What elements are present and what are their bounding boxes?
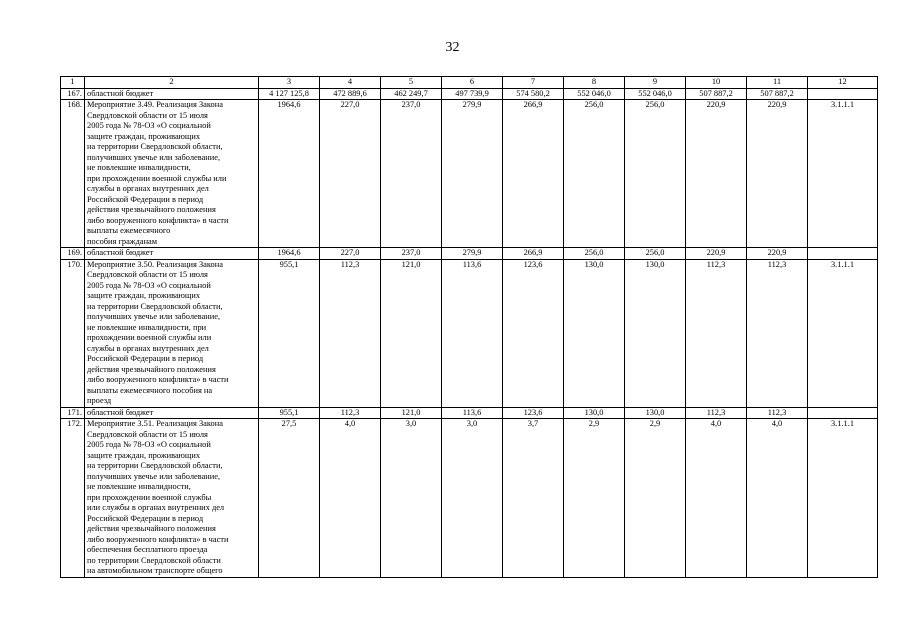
value-cell: 130,0: [625, 259, 686, 407]
header-cell: 1: [61, 77, 85, 89]
value-cell: 112,3: [747, 407, 808, 419]
value-cell: 3,0: [442, 419, 503, 578]
value-cell: 121,0: [381, 259, 442, 407]
value-cell: 256,0: [564, 248, 625, 260]
description-line: обеспечения бесплатного проезда: [87, 545, 208, 554]
value-cell: 3,0: [381, 419, 442, 578]
value-cell: 552 046,0: [564, 88, 625, 100]
data-table: [60, 76, 878, 578]
value-cell: 2,9: [625, 419, 686, 578]
description-line: Мероприятие 3.50. Реализация Закона: [87, 259, 223, 269]
description-line: проезд: [87, 396, 112, 405]
value-cell: 123,6: [503, 407, 564, 419]
row-number: 171.: [61, 407, 85, 419]
description-line: пособия гражданам: [87, 236, 158, 246]
value-cell: 112,3: [686, 259, 747, 407]
table-row: [61, 419, 878, 578]
value-cell: 227,0: [320, 248, 381, 260]
description-line: защите граждан, проживающих: [87, 131, 201, 141]
description-line: выплаты ежемесячного: [87, 226, 171, 235]
row-number: 167.: [61, 88, 85, 100]
value-cell: 112,3: [320, 407, 381, 419]
description-line: Российской Федерации в период: [87, 513, 204, 523]
value-cell: 4,0: [747, 419, 808, 578]
value-cell: 121,0: [381, 407, 442, 419]
row-description: [85, 259, 259, 407]
description-line: Мероприятие 3.51. Реализация Закона: [87, 419, 223, 428]
description-line: выплаты ежемесячного пособия на: [87, 385, 213, 395]
header-cell: 9: [625, 77, 686, 89]
value-cell: 574 580,2: [503, 88, 564, 100]
description-line: при прохождении военной службы: [87, 492, 212, 502]
description-line: на автомобильном транспорте общего: [87, 566, 223, 575]
header-cell: 8: [564, 77, 625, 89]
description-line: Российской Федерации в период: [87, 194, 204, 204]
header-cell: 11: [747, 77, 808, 89]
description-line: при прохождении военной службы или: [87, 173, 227, 183]
value-cell: 130,0: [564, 407, 625, 419]
value-cell: 266,9: [503, 100, 564, 248]
value-cell: 472 889,6: [320, 88, 381, 100]
row-description: [85, 419, 259, 578]
row-description: [85, 248, 259, 260]
description-line: Свердловской области от 15 июля: [87, 270, 208, 279]
description-line: либо вооруженного конфликта» в части: [87, 375, 229, 384]
description-line: на территории Свердловской области,: [87, 142, 223, 151]
table-row: [61, 100, 878, 248]
header-cell: 6: [442, 77, 503, 89]
description-line: областной бюджет: [87, 88, 154, 98]
value-cell: 220,9: [747, 100, 808, 248]
value-cell: 130,0: [625, 407, 686, 419]
header-cell: 7: [503, 77, 564, 89]
table-row: [61, 407, 878, 419]
value-cell: 4 127 125,8: [259, 88, 320, 100]
value-cell: 279,9: [442, 248, 503, 260]
value-cell: 130,0: [564, 259, 625, 407]
row-description: [85, 100, 259, 248]
description-line: либо вооруженного конфликта» в части: [87, 215, 229, 225]
row-number: 170.: [61, 259, 85, 407]
target-code: 3.1.1.1: [808, 100, 878, 248]
value-cell: 552 046,0: [625, 88, 686, 100]
value-cell: 123,6: [503, 259, 564, 407]
description-line: защите граждан, проживающих: [87, 450, 201, 460]
value-cell: 279,9: [442, 100, 503, 248]
description-line: на территории Свердловской области,: [87, 461, 223, 470]
row-description: [85, 88, 259, 100]
header-cell: 3: [259, 77, 320, 89]
header-cell: 4: [320, 77, 381, 89]
value-cell: 1964,6: [259, 100, 320, 248]
value-cell: 113,6: [442, 259, 503, 407]
description-line: по территории Свердловской области: [87, 555, 221, 565]
value-cell: 955,1: [259, 259, 320, 407]
description-line: защите граждан, проживающих: [87, 291, 201, 300]
value-cell: 237,0: [381, 100, 442, 248]
description-line: Мероприятие 3.49. Реализация Закона: [87, 100, 223, 109]
value-cell: 220,9: [686, 248, 747, 260]
description-line: на территории Свердловской области,: [87, 301, 223, 311]
table-row: [61, 259, 878, 407]
description-line: не повлекшие инвалидности,: [87, 482, 191, 491]
table-row: [61, 248, 878, 260]
row-number: 169.: [61, 248, 85, 260]
description-line: Российской Федерации в период: [87, 354, 204, 363]
value-cell: 112,3: [747, 259, 808, 407]
header-cell: 2: [85, 77, 259, 89]
description-line: службы в органах внутренних дел: [87, 343, 209, 353]
value-cell: 256,0: [564, 100, 625, 248]
value-cell: 112,3: [686, 407, 747, 419]
description-line: действия чрезвычайного положения: [87, 205, 216, 214]
value-cell: 955,1: [259, 407, 320, 419]
row-description: [85, 407, 259, 419]
table-header-row: [61, 77, 878, 89]
description-line: 2005 года № 78-ОЗ «О социальной: [87, 440, 211, 449]
description-line: 2005 года № 78-ОЗ «О социальной: [87, 121, 211, 130]
value-cell: 4,0: [320, 419, 381, 578]
target-code: [808, 407, 878, 419]
description-line: областной бюджет: [87, 407, 154, 417]
description-line: получивших увечье или заболевание,: [87, 152, 221, 162]
description-line: прохождении военной службы или: [87, 333, 212, 342]
value-cell: 113,6: [442, 407, 503, 419]
value-cell: 27,5: [259, 419, 320, 578]
description-line: областной бюджет: [87, 248, 154, 257]
value-cell: 227,0: [320, 100, 381, 248]
header-cell: 5: [381, 77, 442, 89]
description-line: или службы в органах внутренних дел: [87, 503, 225, 512]
value-cell: 220,9: [747, 248, 808, 260]
target-code: [808, 248, 878, 260]
value-cell: 3,7: [503, 419, 564, 578]
description-line: получивших увечье или заболевание,: [87, 312, 221, 321]
header-cell: 10: [686, 77, 747, 89]
header-cell: 12: [808, 77, 878, 89]
description-line: Свердловской области от 15 июля: [87, 110, 208, 120]
value-cell: 266,9: [503, 248, 564, 260]
value-cell: 4,0: [686, 419, 747, 578]
description-line: не повлекшие инвалидности,: [87, 163, 191, 172]
value-cell: 256,0: [625, 248, 686, 260]
value-cell: 256,0: [625, 100, 686, 248]
description-line: службы в органах внутренних дел: [87, 184, 209, 193]
value-cell: 237,0: [381, 248, 442, 260]
description-line: Свердловской области от 15 июля: [87, 429, 208, 439]
value-cell: 2,9: [564, 419, 625, 578]
target-code: [808, 88, 878, 100]
description-line: не повлекшие инвалидности, при: [87, 322, 207, 332]
value-cell: 507 887,2: [747, 88, 808, 100]
row-number: 172.: [61, 419, 85, 578]
row-number: 168.: [61, 100, 85, 248]
table-row: [61, 88, 878, 100]
description-line: либо вооруженного конфликта» в части: [87, 534, 229, 544]
value-cell: 1964,6: [259, 248, 320, 260]
description-line: получивших увечье или заболевание,: [87, 471, 221, 481]
value-cell: 220,9: [686, 100, 747, 248]
target-code: 3.1.1.1: [808, 259, 878, 407]
description-line: действия чрезвычайного положения: [87, 364, 216, 374]
description-line: действия чрезвычайного положения: [87, 524, 216, 533]
value-cell: 507 887,2: [686, 88, 747, 100]
value-cell: 112,3: [320, 259, 381, 407]
target-code: 3.1.1.1: [808, 419, 878, 578]
value-cell: 462 249,7: [381, 88, 442, 100]
page-number: 32: [445, 40, 460, 55]
description-line: 2005 года № 78-ОЗ «О социальной: [87, 280, 211, 290]
value-cell: 497 739,9: [442, 88, 503, 100]
